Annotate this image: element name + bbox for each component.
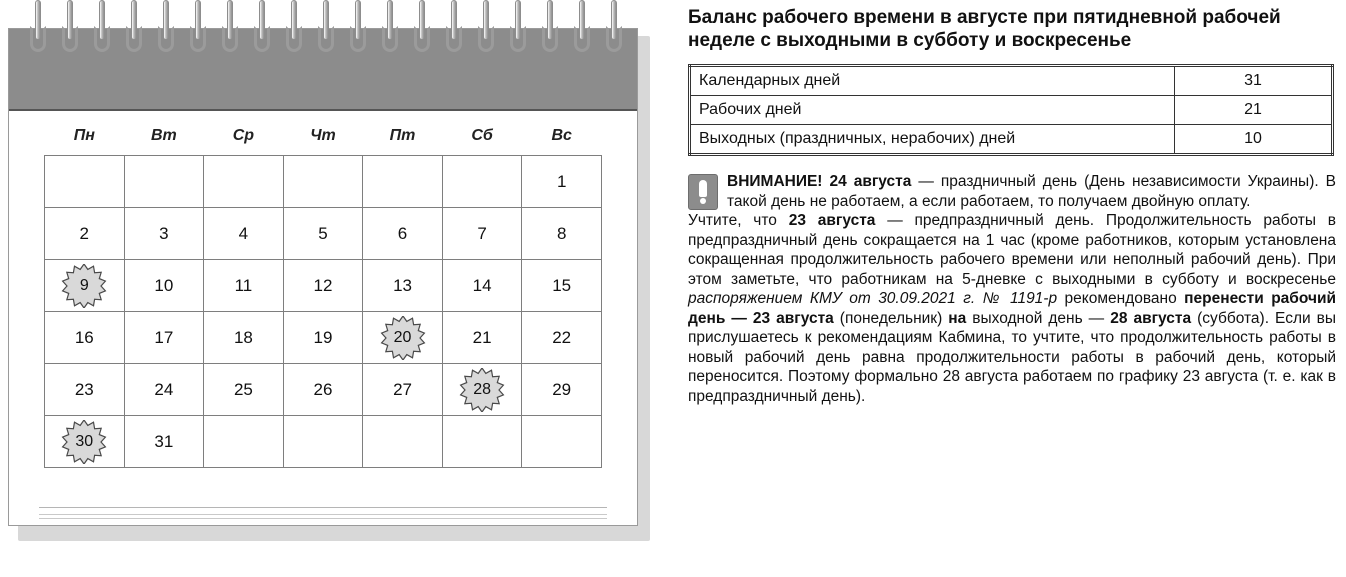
calendar-day: 16	[45, 312, 125, 364]
calendar-day: 5	[283, 208, 363, 260]
calendar-day: 21	[442, 312, 522, 364]
note-paragraph-2	[688, 211, 1336, 406]
attention-label: ВНИМАНИЕ!	[727, 173, 823, 190]
calendar-week-row	[45, 364, 602, 416]
calendar-empty-cell	[124, 156, 204, 208]
calendar-empty-cell	[522, 416, 602, 468]
section-title: Баланс рабочего времени в августе при пятидневной рабочей неделе с выходными в субботу и воскресенье	[688, 7, 1281, 51]
calendar-header-band	[9, 29, 637, 109]
calendar-day-highlighted	[442, 364, 522, 416]
calendar-day: 11	[204, 260, 284, 312]
calendar-day: 10	[124, 260, 204, 312]
calendar-day: 29	[522, 364, 602, 416]
calendar-day: 12	[283, 260, 363, 312]
right-column	[688, 0, 1336, 577]
calendar-week-row	[45, 156, 602, 208]
attention-note	[688, 172, 1336, 406]
calendar-sheet	[9, 109, 637, 507]
calendar-day: 1	[522, 156, 602, 208]
balance-label: Рабочих дней	[690, 96, 1175, 125]
calendar-day: 7	[442, 208, 522, 260]
starburst-icon: 20	[380, 316, 426, 360]
calendar-day: 25	[204, 364, 284, 416]
note-text-2d: (понедельник)	[833, 309, 949, 327]
calendar-empty-cell	[204, 156, 284, 208]
calendar-day: 3	[124, 208, 204, 260]
calendar-week-row	[45, 260, 602, 312]
calendar-day-highlighted	[45, 416, 125, 468]
calendar-day: 15	[522, 260, 602, 312]
calendar-empty-cell	[363, 416, 443, 468]
weekday-header: Вт	[150, 127, 177, 144]
note-text-2c: рекомендовано	[1057, 290, 1185, 307]
balance-label: Выходных (праздничных, нерабочих) дней	[690, 125, 1175, 155]
calendar-body	[8, 28, 638, 526]
calendar-day-highlighted	[363, 312, 443, 364]
weekday-header: Вс	[551, 127, 572, 144]
starburst-icon: 9	[61, 264, 107, 308]
note-text-2a: Учтите, что	[688, 212, 789, 229]
calendar-rows	[45, 156, 602, 468]
calendar-day: 14	[442, 260, 522, 312]
calendar-day: 8	[522, 208, 602, 260]
calendar-empty-cell	[442, 416, 522, 468]
exclamation-icon	[688, 174, 718, 210]
table-row	[690, 125, 1333, 155]
calendar-day: 24	[124, 364, 204, 416]
calendar-grid	[44, 121, 602, 468]
calendar-day: 6	[363, 208, 443, 260]
calendar-day: 18	[204, 312, 284, 364]
weekday-header: Пн	[73, 127, 95, 144]
calendar-day: 26	[283, 364, 363, 416]
note-text-2b: — предпраздничный день. Продолжительность работы в предпраздничный день сокращается на 1 час (кроме работников, которым установлена сокращенная продолжительность рабочего времени или неполный рабочий день). При этом заметьте, что работникам на 5-дневке с выходными в субботу и воскресенье	[688, 212, 1337, 288]
balance-value: 10	[1175, 125, 1333, 155]
attention-date: 24 августа	[829, 173, 912, 190]
note-bold-na: на	[948, 309, 967, 327]
note-text-2e: выходной день —	[966, 309, 1111, 327]
calendar-empty-cell	[442, 156, 522, 208]
calendar-day-highlighted	[45, 260, 125, 312]
weekday-header: Пт	[389, 127, 416, 144]
calendar-day: 31	[124, 416, 204, 468]
calendar-day: 13	[363, 260, 443, 312]
calendar-base-lines	[39, 507, 607, 525]
calendar-empty-cell	[204, 416, 284, 468]
calendar-empty-cell	[283, 416, 363, 468]
balance-label: Календарных дней	[690, 66, 1175, 96]
calendar-week-row	[45, 312, 602, 364]
weekday-header-row	[45, 121, 602, 156]
calendar-empty-cell	[363, 156, 443, 208]
desk-calendar	[0, 0, 660, 577]
calendar-day: 17	[124, 312, 204, 364]
calendar-empty-cell	[283, 156, 363, 208]
starburst-icon: 28	[459, 368, 505, 412]
note-text-1: — праздничный день (День независимости Украины). В такой день не работаем, а если работаем, то получаем двойную оплату.	[727, 173, 1336, 210]
balance-value: 31	[1175, 66, 1333, 96]
calendar-empty-cell	[45, 156, 125, 208]
calendar-day: 19	[283, 312, 363, 364]
calendar-day: 4	[204, 208, 284, 260]
weekday-header: Сб	[471, 127, 493, 144]
weekday-header: Ср	[232, 127, 255, 144]
balance-table	[688, 64, 1334, 156]
starburst-icon: 30	[61, 420, 107, 464]
note-bold-28-august: 28 августа	[1110, 309, 1192, 327]
calendar-day: 2	[45, 208, 125, 260]
calendar-day: 23	[45, 364, 125, 416]
note-bold-23-august: 23 августа	[788, 212, 876, 229]
table-row	[690, 66, 1333, 96]
calendar-week-row	[45, 208, 602, 260]
note-paragraph-1	[688, 172, 1336, 211]
table-row	[690, 96, 1333, 125]
calendar-week-row	[45, 416, 602, 468]
note-bold-transfer: перенести рабочий день — 23 августа	[688, 290, 1337, 327]
calendar-day: 27	[363, 364, 443, 416]
weekday-header: Чт	[310, 127, 336, 144]
note-text-2f: (суббота). Если вы прислушаетесь к рекомендациям Кабмина, то учтите, что продолжительность работы в новый рабочий день равна продолжительности работы в рабочий день, который переносится. Поэтому формально 28 августа работаем по графику 23 августа (т. е. как в предпраздничный день).	[688, 309, 1337, 405]
calendar-day: 22	[522, 312, 602, 364]
note-italic-decree: распоряжением КМУ от 30.09.2021 г. № 1191-р	[688, 290, 1058, 307]
balance-value: 21	[1175, 96, 1333, 125]
